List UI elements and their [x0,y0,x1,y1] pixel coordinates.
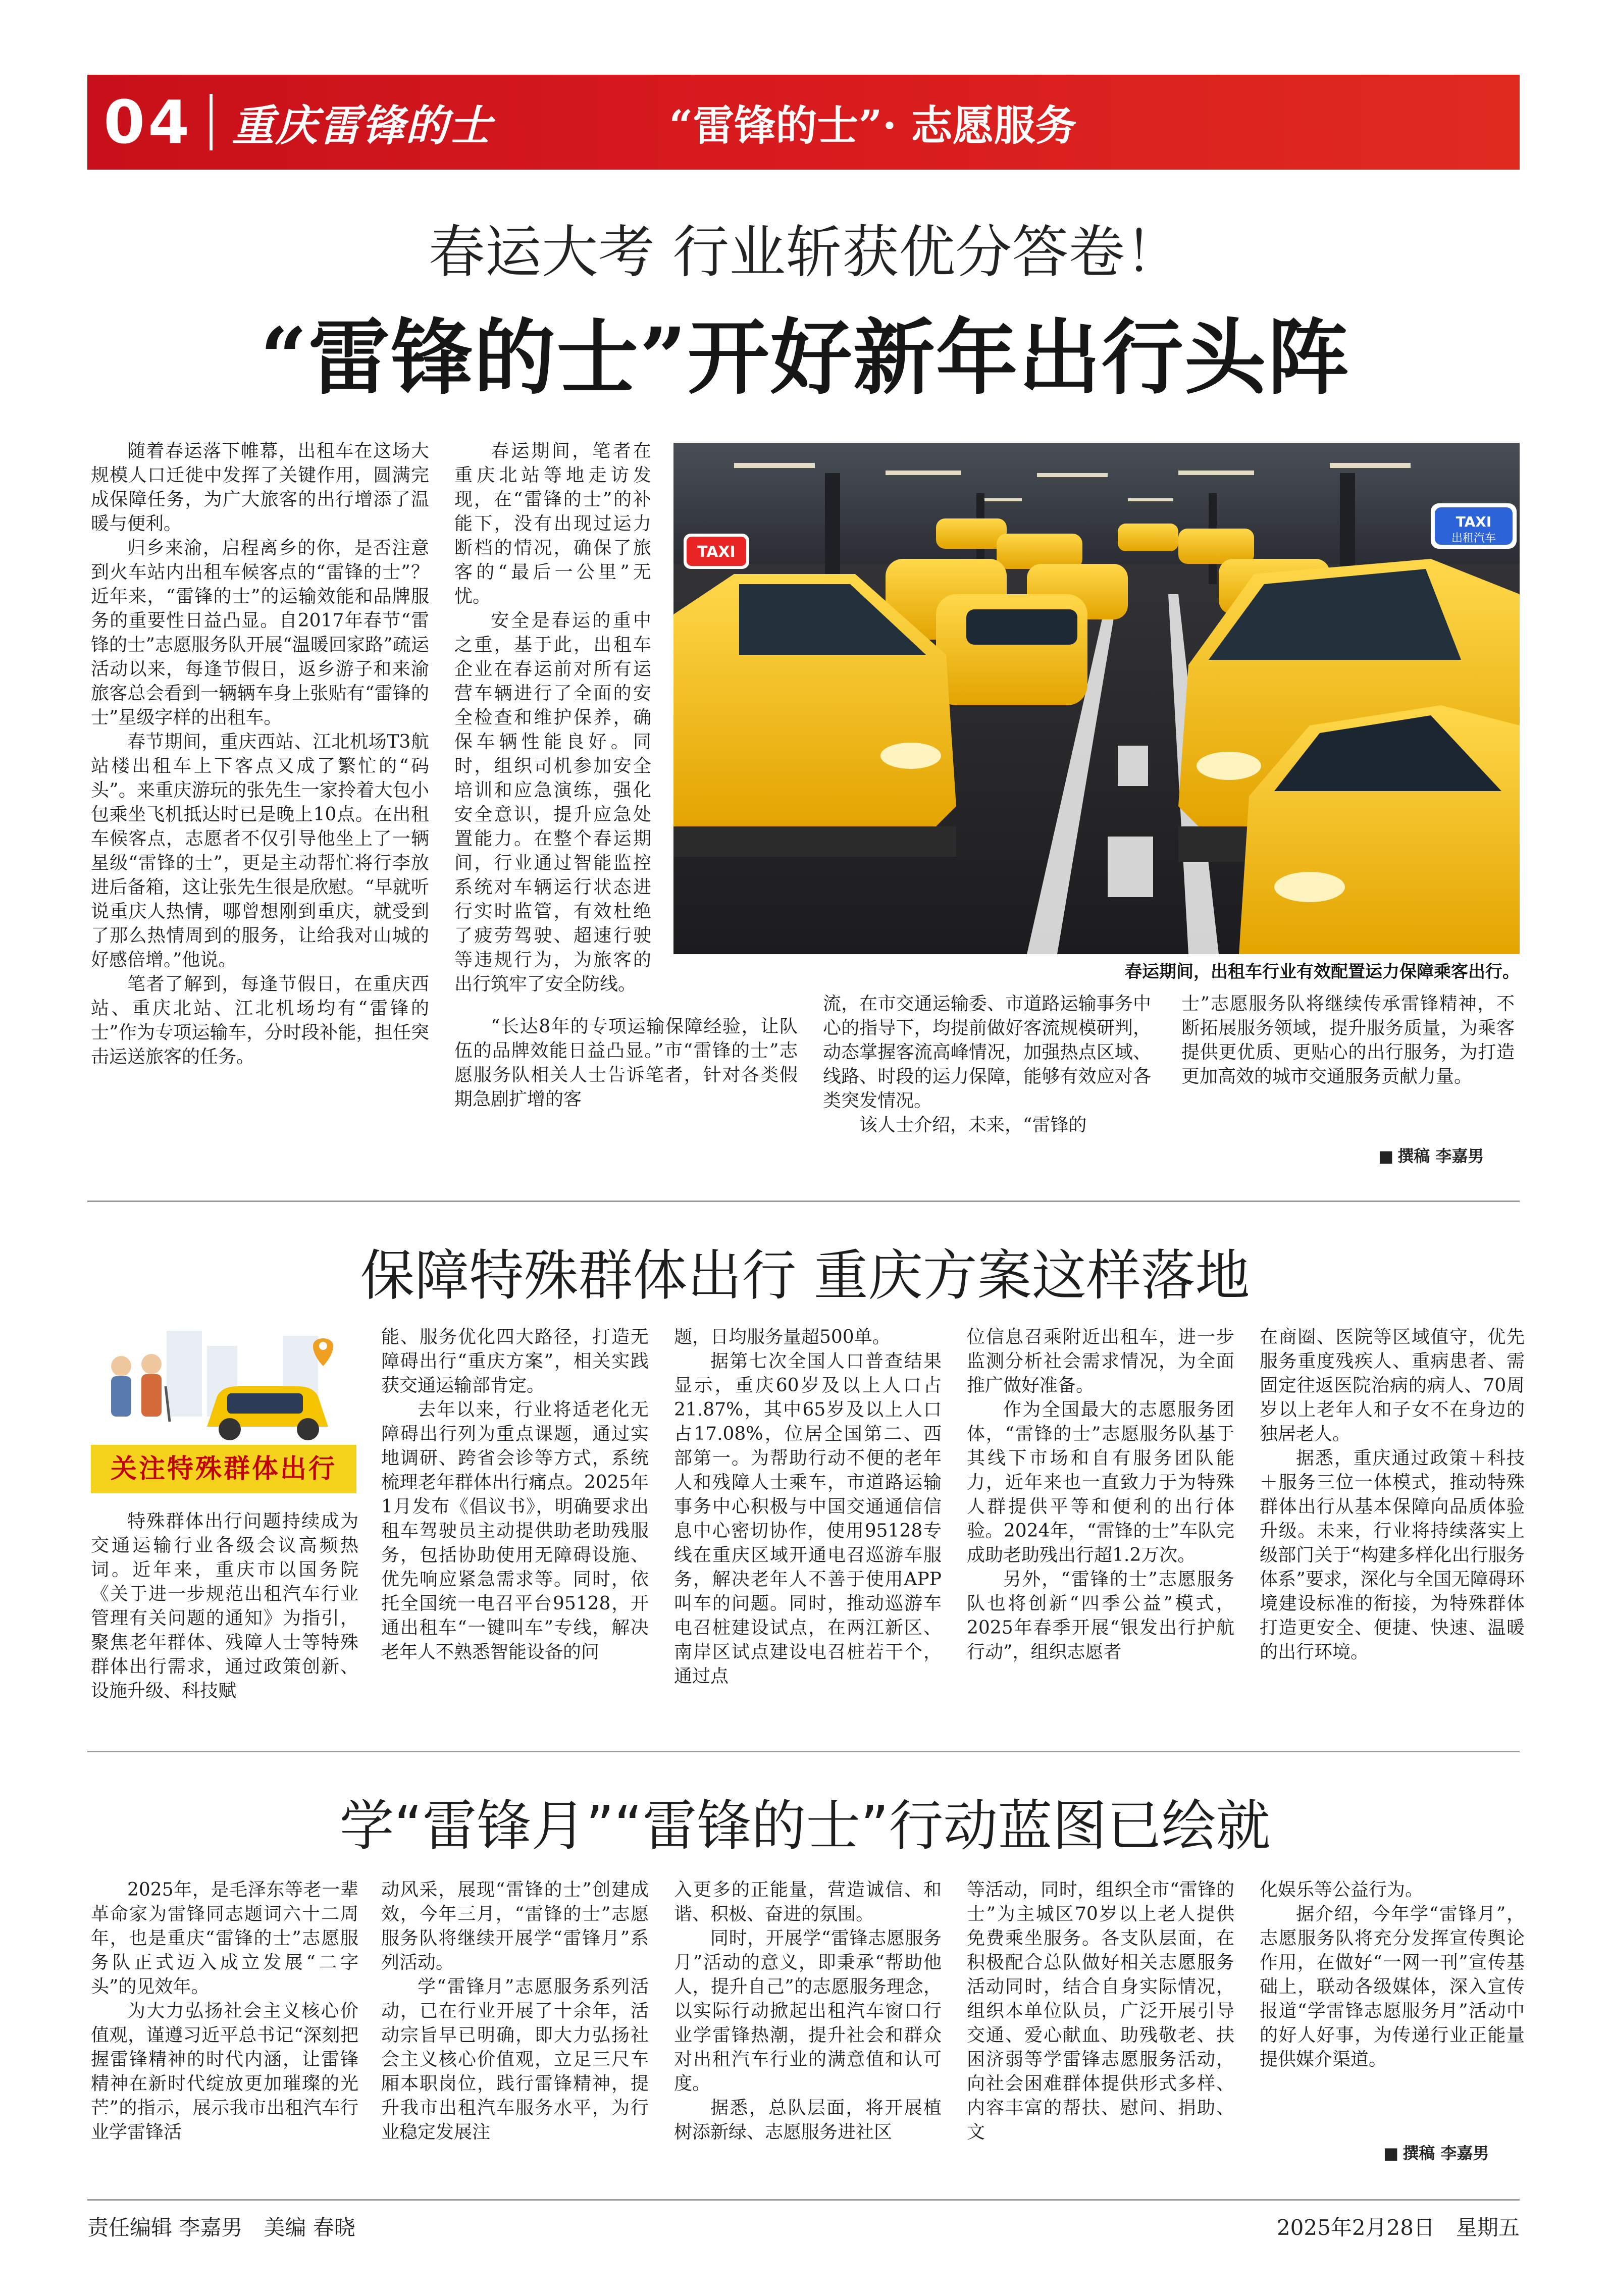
article2-col3-para: 据第七次全国人口普查结果显示，重庆60岁及以上人口占21.87%，其中65岁及以上人口占17.08%，位居全国第二、西部第一。为帮助行动不便的老年人和残障人士乘车，市道路运输事务中心积极与中国交通通信信息中心密切协作，使用95128专线在重庆区域开通电召巡游车服务，解决老年人不善于使用APP叫车的问题。同时，推动巡游车电召桩建设试点，在两江新区、南岸区试点建设电召桩若干个，通过点 [674,1351,942,1687]
article2-column-5 [1260,1325,1525,1729]
article3-col4-para: 等活动，同时，组织全市“雷锋的士”为主城区70岁以上老人提供免费乘坐服务。各支队层面，在积极配合总队做好相关志愿服务活动同时，结合自身实际情况，组织本单位队员，广泛开展引导交通、爱心献血、助残敬老、扶困济弱等学雷锋志愿服务活动，向社会困难群体提供形式多样、内容丰富的帮扶、慰问、捐助、文 [967,1880,1234,2143]
article1-col1-para: 春节期间，重庆西站、江北机场T3航站楼出租车上下客点又成了繁忙的“码头”。来重庆游玩的张先生一家拎着大包小包乘坐飞机抵达时已是晚上10点。在出租车候客点，志愿者不仅引导他坐上了一辆星级“雷锋的士”，更是主动帮忙将行李放进后备箱，这让张先生很是欣慰。“早就听说重庆人热情，哪曾想刚到重庆，就受到了那么热情周到的服务，让给我对山城的好感倍增。”他说。 [91,732,429,970]
taxi-queue-photo [673,443,1520,954]
article1-column-1 [91,439,429,1106]
article1-col2-para: 安全是春运的重中之重，基于此，出租车企业在春运前对所有运营车辆进行了全面的安全检查和维护保养，确保车辆性能良好。同时，组织司机参加安全培训和应急演练，强化安全意识，提升应急处置能力。在整个春运期间，行业通过智能监控系统对车辆运行状态进行实时监管，有效杜绝了疲劳驾驶、超速行驶等违规行为，为旅客的出行筑牢了安全防线。 [454,610,651,995]
article2-title: 保障特殊群体出行 重庆方案这样落地 [360,1244,1250,1308]
article2-col4-para: 作为全国最大的志愿服务团体，“雷锋的士”志愿服务队基于其线下市场和自有服务团队能力，近年来也一直致力于为特殊人群提供平等和便利的出行体验。2024年，“雷锋的士”车队完成助老助残出行超1.2万次。 [967,1399,1234,1566]
article3-col5-para: 据介绍，今年学“雷锋月”，志愿服务队将充分发挥宣传舆论作用，在做好“一网一刊”宣传基础上，联动各级媒体，深入宣传报道“学雷锋志愿服务月”活动中的好人好事，为传递行业正能量提供媒介渠道。 [1260,1904,1525,2070]
article3-col3-para: 同时，开展学“雷锋志愿服务月”活动的意义，即秉承“帮助他人，提升自己”的志愿服务理念，以实际行动掀起出租汽车窗口行业学雷锋热潮，提升社会和群众对出租汽车行业的满意值和认可度。 [674,1928,942,2094]
article3-column-1 [91,1878,358,2181]
article2-col2-para: 能、服务优化四大路径，打造无障碍出行“重庆方案”，相关实践获交通运输部肯定。 [381,1327,649,1396]
article1-col1-para: 笔者了解到，每逢节假日，在重庆西站、重庆北站、江北机场均有“雷锋的士”作为专项运输车，分时段补能，担任突击运送旅客的任务。 [91,974,429,1067]
article1-column-4 [1181,992,1515,1093]
article1-col2-para: “长达8年的专项运输保障经验，让队伍的品牌效能日益凸显。”市“雷锋的士”志愿服务队相关人士告诉笔者，针对各类假期急剧扩增的客 [454,1016,798,1110]
header-divider [210,94,213,150]
taxi-roof-sign-right-cn: 出租汽车 [1451,532,1496,545]
article3-title: 学“雷锋月”“雷锋的士”行动蓝图已绘就 [339,1795,1271,1858]
article1-col3-para: 该人士介绍，未来，“雷锋的 [859,1115,1087,1135]
page-header-banner [87,75,1520,170]
article2-col1-para: 特殊群体出行问题持续成为交通运输行业各级会议高频热词。近年来，重庆市以国务院《关于进一步规范出租汽车行业管理有关问题的通知》为指引，聚焦老年群体、残障人士等特殊群体出行需求，通过政策创新、设施升级、科技赋 [91,1511,358,1701]
article1-column-3 [823,992,1151,1133]
article1-title: “雷锋的士”开好新年出行头阵 [260,310,1350,406]
article2-col5-para: 据悉，重庆通过政策＋科技＋服务三位一体模式，推动特殊群体出行从基本保障向品质体验升级。未来，行业将持续落实上级部门关于“构建多样化出行服务体系”要求，深化与全国无障碍环境建设标准的衔接，为特殊群体打造更安全、便捷、快速、温暖的出行环境。 [1260,1448,1525,1662]
footer-editors: 责任编辑 李嘉男 美编 春晓 [87,2215,355,2240]
article3-col3-para: 据悉，总队层面，将开展植树添新绿、志愿服务进社区 [674,2098,942,2143]
header-logo: 重庆雷锋的士 [232,100,493,150]
footer-divider [87,2199,1520,2201]
article1-column-2-bottom [454,1015,798,1110]
article1-col3-para: 流，在市交通运输委、市道路运输事务中心的指导下，均提前做好客流规模研判，动态掌握客流高峰情况，加强热点区域、线路、时段的运力保障，能够有效应对各类突发情况。 [823,994,1151,1111]
article1-col2-para: 春运期间，笔者在重庆北站等地走访发现，在“雷锋的士”的补能下，没有出现过运力断档的情况，确保了旅客的“最后一公里”无忧。 [454,441,651,607]
article2-column-1 [91,1509,358,1721]
article3-column-2 [381,1878,649,2181]
article2-col4-para: 位信息召乘附近出租车，进一步监测分析社会需求情况，为全面推广做好准备。 [967,1327,1234,1396]
section-divider [87,1751,1520,1752]
article3-column-5 [1260,1878,1525,2130]
article3-col2-para: 学“雷锋月”志愿服务系列活动，已在行业开展了十余年，活动宗旨早已明确，即大力弘扬社会主义核心价值观，立足三尺车厢本职岗位，践行雷锋精神，提升我市出租汽车服务水平，为行业稳定发展注 [381,1976,649,2143]
column-title: “雷锋的士”· 志愿服务 [669,101,1077,150]
article1-column-2 [454,439,651,1010]
article1-col1-para: 归乡来渝，启程离乡的你，是否注意到火车站内出租车候客点的“雷锋的士”？近年来，“雷锋的士”的运输效能和品牌服务的重要性日益凸显。自2017年春节“雷锋的士”志愿服务队开展“温暖回家路”疏运活动以来，每逢节假日，返乡游子和来渝旅客总会看到一辆辆车身上张贴有“雷锋的士”星级字样的出租车。 [91,538,429,728]
article2-column-3 [674,1325,942,1729]
article3-column-4 [967,1878,1234,2181]
article2-column-4 [967,1325,1234,1729]
taxi-roof-sign-left: TAXI [697,543,736,561]
article3-byline: ■ 撰稿 李嘉男 [1383,2141,1489,2164]
page-number: 04 [103,87,193,157]
article3-col1-para: 2025年，是毛泽东等老一辈革命家为雷锋同志题词六十二周年，也是重庆“雷锋的士”志愿服务队正式迈入成立发展“二字头”的见效年。 [91,1880,358,1997]
article2-column-2 [381,1325,649,1729]
footer-date: 2025年2月28日 星期五 [1276,2215,1520,2240]
photo-caption: 春运期间，出租车行业有效配置运力保障乘客出行。 [1125,962,1520,982]
article1-col4-para: 士”志愿服务队将继续传承雷锋精神，不断拓展服务领域，提升服务质量，为乘客提供更优质、更贴心的出行服务，为打造更加高效的城市交通服务贡献力量。 [1181,994,1515,1087]
article3-col1-para: 为大力弘扬社会主义核心价值观，谨遵习近平总书记“深刻把握雷锋精神的时代内涵，让雷锋精神在新时代绽放更加璀璨的光芒”的指示，展示我市出租汽车行业学雷锋活 [91,2001,358,2143]
section-divider [87,1201,1520,1202]
article2-col3-para: 题，日均服务量超500单。 [674,1327,891,1347]
article3-column-3 [674,1878,942,2181]
taxi-roof-sign-right: TAXI [1456,513,1492,530]
article2-col5-para: 在商圈、医院等区域值守，优先服务重度残疾人、重病患者、需固定往返医院治病的病人、70周岁以上老年人和子女不在身边的独居老人。 [1260,1327,1525,1444]
article3-col2-para: 动风采，展现“雷锋的士”创建成效，今年三月，“雷锋的士”志愿服务队将继续开展学“雷锋月”系列活动。 [381,1880,649,1973]
article2-col4-para: 另外，“雷锋的士”志愿服务队也将创新“四季公益”模式，2025年春季开展“银发出行护航行动”，组织志愿者 [967,1569,1234,1662]
article1-col1-para: 随着春运落下帷幕，出租车在这场大规模人口迁徙中发挥了关键作用，圆满完成保障任务，为广大旅客的出行增添了温暖与便利。 [91,441,429,534]
article1-byline: ■ 撰稿 李嘉男 [1378,1143,1484,1167]
article2-col2-para: 去年以来，行业将适老化无障碍出行列为重点课题，通过实地调研、跨省会诊等方式，系统梳理老年群体出行痛点。2025年1月发布《倡议书》，明确要求出租车驾驶员主动提供助老助残服务，包括协助使用无障碍设施、优先响应紧急需求等。同时，依托全国统一电召平台95128，开通出租车“一键叫车”专线，解决老年人不熟悉智能设备的问 [381,1399,649,1662]
illustration-label: 关注特殊群体出行 [91,1445,356,1493]
article3-col5-para: 化娱乐等公益行为。 [1260,1880,1424,1900]
article3-col3-para: 入更多的正能量，营造诚信、和谐、积极、奋进的氛围。 [674,1880,942,1924]
article1-kicker: 春运大考 行业斩获优分答卷！ [428,220,1182,285]
